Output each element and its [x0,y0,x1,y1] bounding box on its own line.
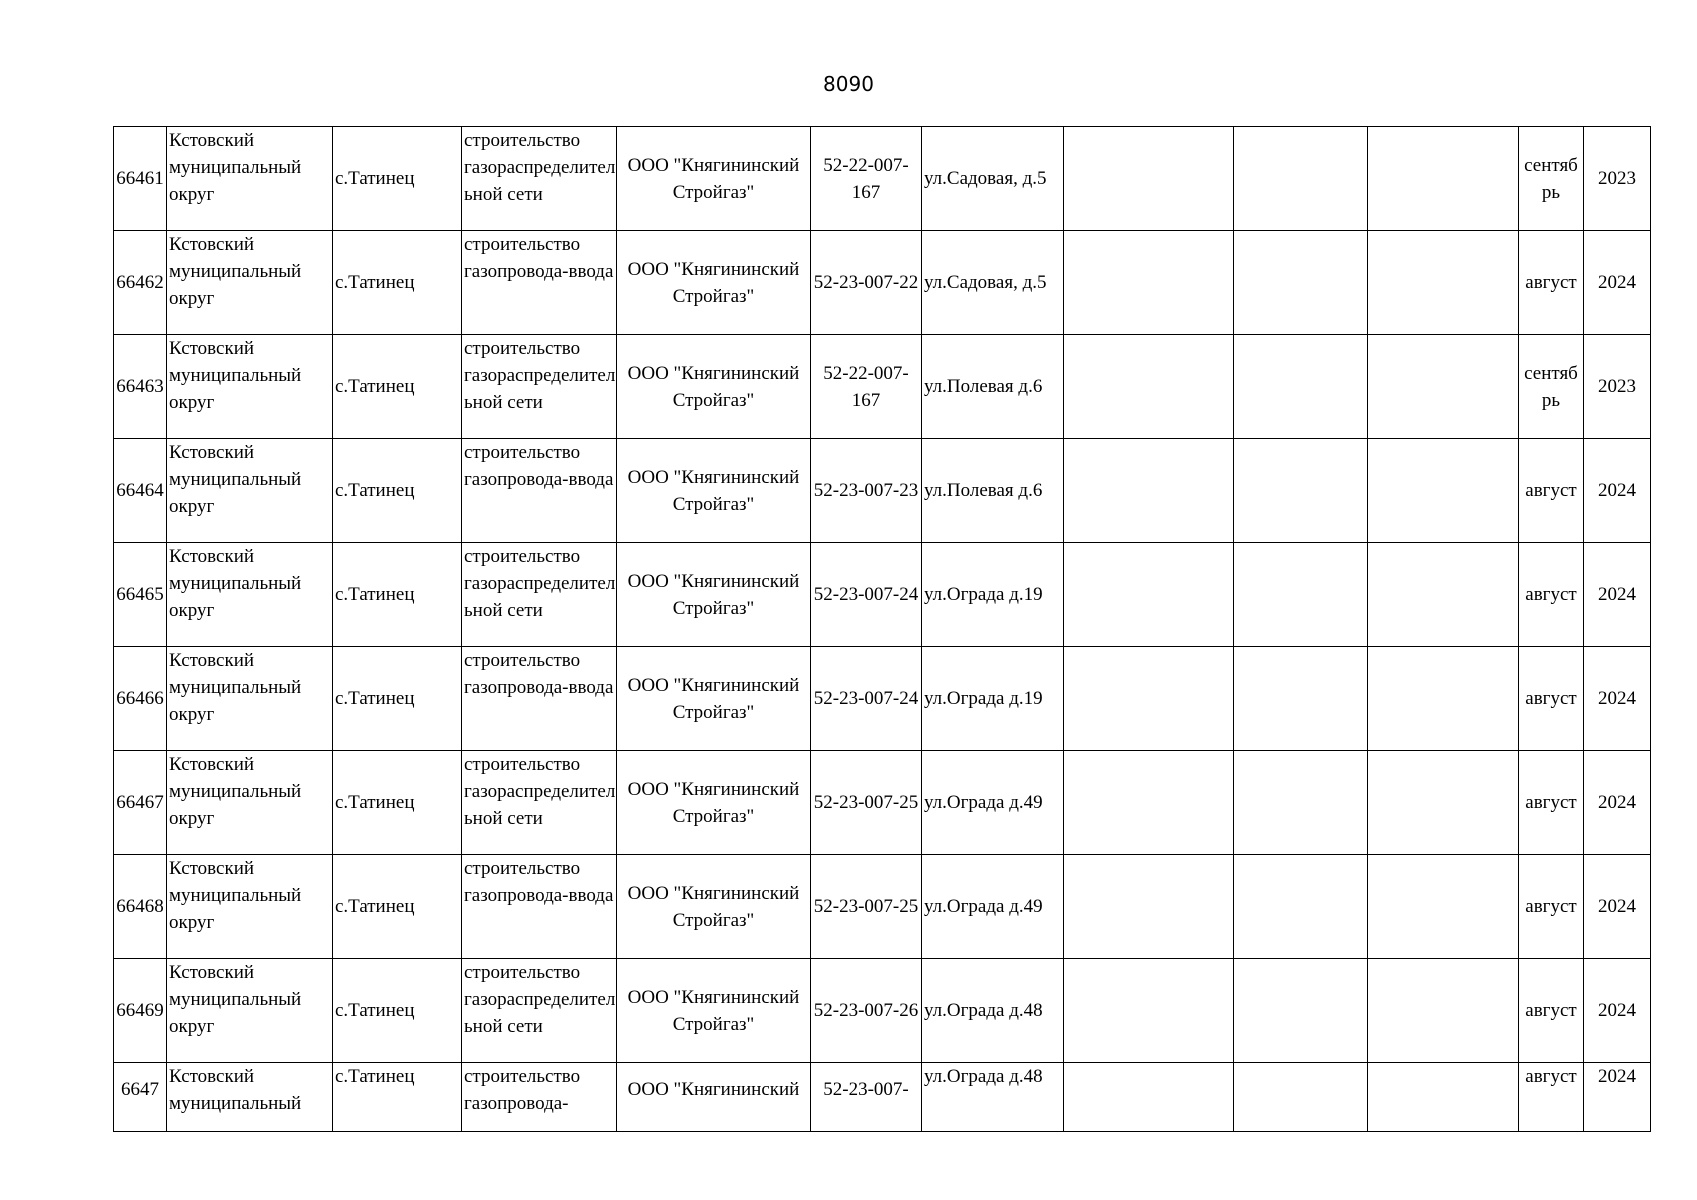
contractor-cell [617,543,811,647]
register-table [113,126,1651,1132]
settlement: с.Татинец [335,1000,415,1021]
settlement: с.Татинец [335,896,415,917]
record-number: 6647 [121,1079,159,1100]
project-code: 52-23-007-24 [813,584,919,605]
district-cell [167,959,333,1063]
project-code-cell [811,855,922,959]
project-code-cell [811,335,922,439]
address: ул.Садовая, д.5 [924,168,1047,189]
settlement: с.Татинец [335,480,415,501]
work-type: строительство газопровода-ввода [464,442,614,490]
table-row [114,231,1651,335]
address: ул.Ограда д.49 [924,792,1043,813]
month-cell [1519,335,1584,439]
contractor-cell [617,439,811,543]
month: август [1525,480,1577,501]
record-number: 66462 [116,272,164,293]
empty-cell-8 [1064,335,1234,439]
settlement: с.Татинец [335,376,415,397]
contractor: ООО "Княгининский Стройгаз" [627,882,800,931]
record-number: 66463 [116,376,164,397]
month-cell [1519,855,1584,959]
project-code: 52-23-007-25 [813,792,919,813]
table-row [114,543,1651,647]
address-cell [922,127,1064,231]
empty-cell-9 [1234,127,1368,231]
contractor: ООО "Княгининский Стройгаз" [627,466,800,515]
record-number: 66466 [116,688,164,709]
record-number: 66464 [116,480,164,501]
address: ул.Ограда д.19 [924,688,1043,709]
work-type: строительство газораспределительной сети [464,546,616,621]
record-number-cell [114,1063,167,1132]
district: Кстовский муниципальный округ [169,130,302,205]
empty-cell-9 [1234,543,1368,647]
month: август [1525,792,1577,813]
year-cell [1584,439,1651,543]
district-cell [167,439,333,543]
district: Кстовский муниципальный округ [169,962,302,1037]
contractor: ООО "Княгининский Стройгаз" [627,778,800,827]
project-code: 52-23-007- [823,1079,909,1100]
project-code: 52-22-007-167 [823,154,909,203]
empty-cell-9 [1234,855,1368,959]
record-number: 66467 [116,792,164,813]
project-code-cell [811,1063,922,1132]
settlement-cell [333,439,462,543]
empty-cell-10 [1368,855,1519,959]
contractor: ООО "Княгининский Стройгаз" [627,154,800,203]
address: ул.Ограда д.48 [924,1066,1043,1087]
settlement-cell [333,127,462,231]
district-cell [167,1063,333,1132]
empty-cell-8 [1064,1063,1234,1132]
project-code-cell [811,751,922,855]
district-cell [167,751,333,855]
address-cell [922,439,1064,543]
year: 2024 [1598,1066,1636,1087]
district: Кстовский муниципальный округ [169,754,302,829]
project-code: 52-23-007-26 [813,1000,919,1021]
project-code: 52-23-007-22 [813,272,919,293]
table-row [114,751,1651,855]
year-cell [1584,959,1651,1063]
empty-cell-9 [1234,1063,1368,1132]
project-code-cell [811,959,922,1063]
empty-cell-8 [1064,127,1234,231]
settlement-cell [333,335,462,439]
project-code-cell [811,231,922,335]
month-cell [1519,543,1584,647]
year: 2023 [1598,168,1636,189]
district: Кстовский муниципальный округ [169,650,302,725]
work-type-cell [462,647,617,751]
work-type-cell [462,543,617,647]
year-cell [1584,543,1651,647]
settlement-cell [333,1063,462,1132]
empty-cell-9 [1234,335,1368,439]
empty-cell-10 [1368,647,1519,751]
district: Кстовский муниципальный [169,1066,302,1114]
empty-cell-9 [1234,439,1368,543]
register-body [114,127,1651,1132]
empty-cell-10 [1368,231,1519,335]
month: сентябрь [1524,362,1578,411]
settlement-cell [333,543,462,647]
work-type-cell [462,1063,617,1132]
contractor: ООО "Княгининский Стройгаз" [627,986,800,1035]
address-cell [922,959,1064,1063]
year-cell [1584,335,1651,439]
year: 2024 [1598,896,1636,917]
year-cell [1584,647,1651,751]
record-number-cell [114,543,167,647]
year: 2024 [1598,272,1636,293]
address-cell [922,855,1064,959]
empty-cell-8 [1064,855,1234,959]
address: ул.Садовая, д.5 [924,272,1047,293]
empty-cell-10 [1368,127,1519,231]
month: август [1525,272,1577,293]
year: 2024 [1598,480,1636,501]
month-cell [1519,439,1584,543]
record-number: 66468 [116,896,164,917]
work-type: строительство газораспределительной сети [464,962,616,1037]
district-cell [167,231,333,335]
address-cell [922,231,1064,335]
settlement: с.Татинец [335,168,415,189]
district: Кстовский муниципальный округ [169,234,302,309]
month: август [1525,688,1577,709]
record-number: 66461 [116,168,164,189]
record-number-cell [114,127,167,231]
settlement: с.Татинец [335,688,415,709]
empty-cell-10 [1368,1063,1519,1132]
contractor-cell [617,751,811,855]
district-cell [167,543,333,647]
district: Кстовский муниципальный округ [169,338,302,413]
empty-cell-10 [1368,543,1519,647]
table-row [114,647,1651,751]
settlement-cell [333,231,462,335]
empty-cell-8 [1064,959,1234,1063]
table-row [114,439,1651,543]
year-cell [1584,751,1651,855]
year: 2024 [1598,584,1636,605]
empty-cell-10 [1368,335,1519,439]
year-cell [1584,231,1651,335]
work-type-cell [462,959,617,1063]
year-cell [1584,127,1651,231]
month-cell [1519,751,1584,855]
table-row [114,335,1651,439]
month-cell [1519,959,1584,1063]
work-type: строительство газопровода- [464,1066,581,1114]
empty-cell-9 [1234,647,1368,751]
contractor-cell [617,127,811,231]
record-number-cell [114,647,167,751]
address: ул.Полевая д.6 [924,376,1043,397]
contractor-cell [617,959,811,1063]
project-code: 52-23-007-23 [813,480,919,501]
address: ул.Полевая д.6 [924,480,1043,501]
table-row [114,959,1651,1063]
district: Кстовский муниципальный округ [169,858,302,933]
month: август [1525,1000,1577,1021]
district-cell [167,647,333,751]
work-type: строительство газораспределительной сети [464,754,616,829]
settlement-cell [333,751,462,855]
empty-cell-8 [1064,543,1234,647]
record-number-cell [114,231,167,335]
address-cell [922,1063,1064,1132]
record-number-cell [114,335,167,439]
record-number-cell [114,855,167,959]
month-cell [1519,1063,1584,1132]
month: август [1525,1066,1577,1087]
contractor-cell [617,855,811,959]
district-cell [167,127,333,231]
contractor-cell [617,335,811,439]
year: 2024 [1598,688,1636,709]
empty-cell-10 [1368,439,1519,543]
address: ул.Ограда д.48 [924,1000,1043,1021]
empty-cell-8 [1064,439,1234,543]
project-code: 52-23-007-24 [813,688,919,709]
table-row [114,127,1651,231]
month: сентябрь [1524,154,1578,203]
year: 2023 [1598,376,1636,397]
district: Кстовский муниципальный округ [169,546,302,621]
address: ул.Ограда д.49 [924,896,1043,917]
settlement: с.Татинец [335,1066,415,1087]
contractor: ООО "Княгининский Стройгаз" [627,570,800,619]
work-type-cell [462,439,617,543]
address-cell [922,543,1064,647]
table-row [114,1063,1651,1132]
project-code-cell [811,127,922,231]
district-cell [167,335,333,439]
settlement-cell [333,647,462,751]
contractor-cell [617,231,811,335]
contractor: ООО "Княгининский Стройгаз" [627,674,800,723]
contractor: ООО "Княгининский Стройгаз" [627,258,800,307]
work-type: строительство газопровода-ввода [464,234,614,282]
project-code-cell [811,439,922,543]
work-type-cell [462,335,617,439]
month-cell [1519,231,1584,335]
month: август [1525,896,1577,917]
address-cell [922,335,1064,439]
settlement-cell [333,855,462,959]
district-cell [167,855,333,959]
empty-cell-9 [1234,959,1368,1063]
empty-cell-9 [1234,751,1368,855]
empty-cell-8 [1064,647,1234,751]
project-code: 52-22-007-167 [823,362,909,411]
settlement: с.Татинец [335,792,415,813]
settlement-cell [333,959,462,1063]
empty-cell-9 [1234,231,1368,335]
record-number-cell [114,751,167,855]
address-cell [922,751,1064,855]
work-type: строительство газопровода-ввода [464,650,614,698]
empty-cell-10 [1368,959,1519,1063]
year: 2024 [1598,792,1636,813]
year: 2024 [1598,1000,1636,1021]
record-number: 66469 [116,1000,164,1021]
work-type-cell [462,127,617,231]
empty-cell-8 [1064,751,1234,855]
work-type: строительство газопровода-ввода [464,858,614,906]
year-cell [1584,1063,1651,1132]
empty-cell-8 [1064,231,1234,335]
project-code-cell [811,543,922,647]
record-number-cell [114,439,167,543]
address-cell [922,647,1064,751]
settlement: с.Татинец [335,584,415,605]
contractor-cell [617,647,811,751]
project-code-cell [811,647,922,751]
table-row [114,855,1651,959]
work-type-cell [462,231,617,335]
month-cell [1519,647,1584,751]
record-number-cell [114,959,167,1063]
empty-cell-10 [1368,751,1519,855]
record-number: 66465 [116,584,164,605]
project-code: 52-23-007-25 [813,896,919,917]
page-number: 8090 [823,72,874,96]
district: Кстовский муниципальный округ [169,442,302,517]
year-cell [1584,855,1651,959]
month-cell [1519,127,1584,231]
month: август [1525,584,1577,605]
work-type: строительство газораспределительной сети [464,338,616,413]
address: ул.Ограда д.19 [924,584,1043,605]
work-type-cell [462,751,617,855]
contractor: ООО "Княгининский [627,1079,800,1100]
contractor-cell [617,1063,811,1132]
work-type-cell [462,855,617,959]
contractor: ООО "Княгининский Стройгаз" [627,362,800,411]
work-type: строительство газораспределительной сети [464,130,616,205]
settlement: с.Татинец [335,272,415,293]
